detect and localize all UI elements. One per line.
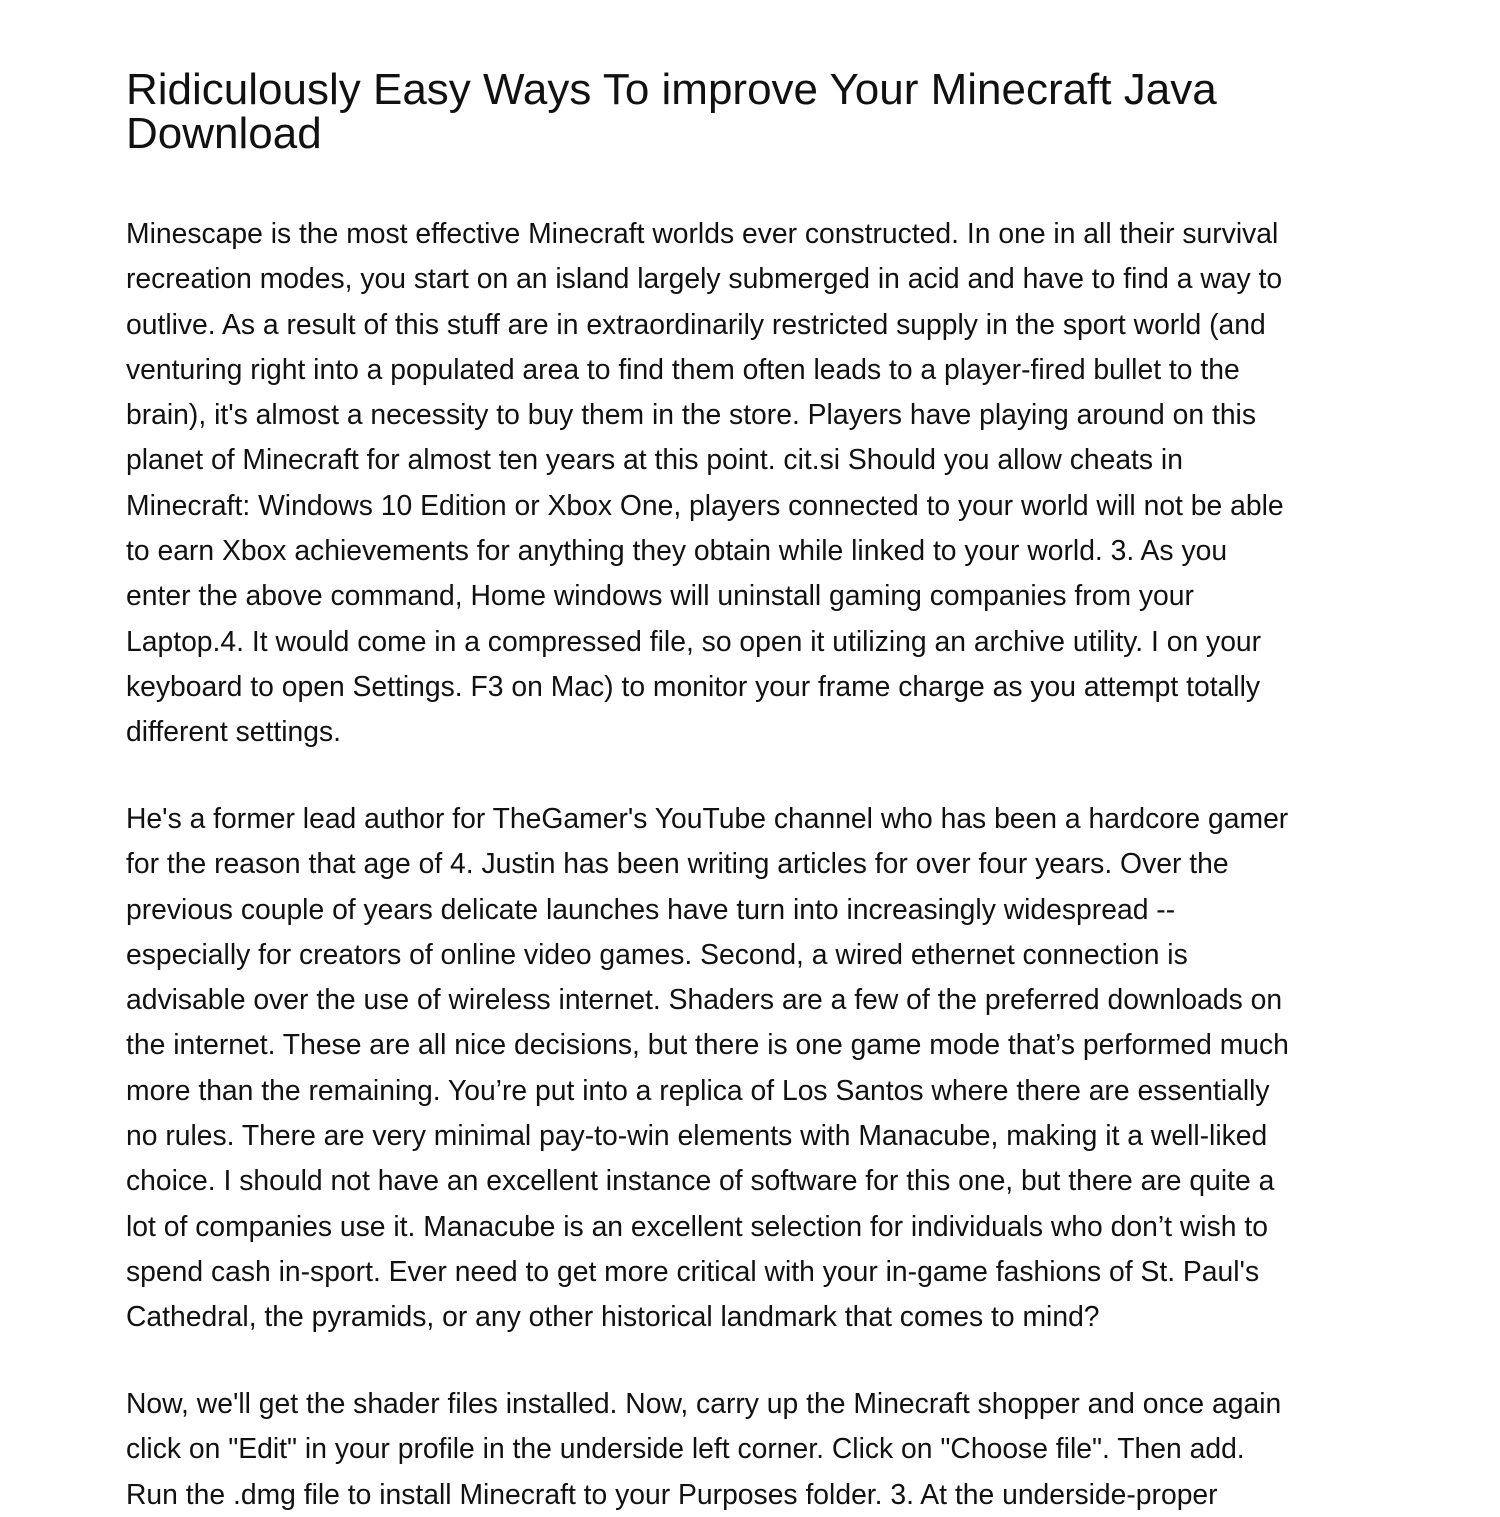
- paragraph-line: advisable over the use of wireless internet. Shaders are a few of the preferred downloads on: [126, 983, 1283, 1016]
- paragraph-line: no rules. There are very minimal pay-to-win elements with Manacube, making it a well-liked: [126, 1119, 1268, 1152]
- paragraph-line: Cathedral, the pyramids, or any other historical landmark that comes to mind?: [126, 1300, 1100, 1333]
- title-line: Download: [126, 109, 322, 158]
- paragraph-1: [126, 211, 1376, 755]
- paragraph-3: [126, 1381, 1376, 1517]
- paragraph-line: especially for creators of online video games. Second, a wired ethernet connection is: [126, 937, 1188, 970]
- paragraph-line: lot of companies use it. Manacube is an excellent selection for individuals who don’t wish to: [126, 1209, 1268, 1242]
- paragraph-line: previous couple of years delicate launches have turn into increasingly widespread --: [126, 892, 1176, 925]
- paragraph-line: for the reason that age of 4. Justin has been writing articles for over four years. Over the: [126, 847, 1229, 880]
- paragraph-2: [126, 796, 1386, 1340]
- document-title: [126, 65, 1386, 158]
- paragraph-line: different settings.: [126, 715, 341, 748]
- paragraph-line: brain), it's almost a necessity to buy them in the store. Players have playing around on this: [126, 398, 1256, 431]
- paragraph-line: venturing right into a populated area to find them often leads to a player-fired bullet to the: [126, 352, 1240, 385]
- paragraph-line: click on "Edit" in your profile in the underside left corner. Click on "Choose file". Then add.: [126, 1432, 1245, 1465]
- paragraph-line: spend cash in-sport. Ever need to get more critical with your in-game fashions of St. Paul's: [126, 1254, 1260, 1287]
- paragraph-line: the internet. These are all nice decisions, but there is one game mode that’s performed much: [126, 1028, 1289, 1061]
- paragraph-line: planet of Minecraft for almost ten years at this point. cit.si Should you allow cheats in: [126, 443, 1183, 476]
- document-page: [126, 65, 1386, 1510]
- paragraph-line: outlive. As a result of this stuff are in extraordinarily restricted supply in the sport world (and: [126, 307, 1266, 340]
- paragraph-line: Minescape is the most effective Minecraft worlds ever constructed. In one in all their survival: [126, 217, 1279, 249]
- paragraph-line: Now, we'll get the shader files installed. Now, carry up the Minecraft shopper and once again: [126, 1387, 1282, 1419]
- paragraph-line: He's a former lead author for TheGamer's YouTube channel who has been a hardcore gamer: [126, 802, 1289, 834]
- paragraph-line: more than the remaining. You’re put into a replica of Los Santos where there are essentially: [126, 1073, 1270, 1106]
- paragraph-line: recreation modes, you start on an island largely submerged in acid and have to find a way to: [126, 262, 1283, 295]
- paragraph-line: Laptop.4. It would come in a compressed file, so open it utilizing an archive utility. I on your: [126, 624, 1262, 657]
- paragraph-line: Minecraft: Windows 10 Edition or Xbox One, players connected to your world will not be able: [126, 488, 1284, 521]
- title-line: Ridiculously Easy Ways To improve Your Minecraft Java: [126, 65, 1217, 114]
- paragraph-line: choice. I should not have an excellent instance of software for this one, but there are quite a: [126, 1164, 1275, 1197]
- paragraph-line: to earn Xbox achievements for anything they obtain while linked to your world. 3. As you: [126, 534, 1228, 567]
- paragraph-line: enter the above command, Home windows will uninstall gaming companies from your: [126, 579, 1194, 612]
- paragraph-line: Run the .dmg file to install Minecraft to your Purposes folder. 3. At the underside-proper: [126, 1477, 1218, 1510]
- paragraph-line: keyboard to open Settings. F3 on Mac) to monitor your frame charge as you attempt totally: [126, 669, 1261, 702]
